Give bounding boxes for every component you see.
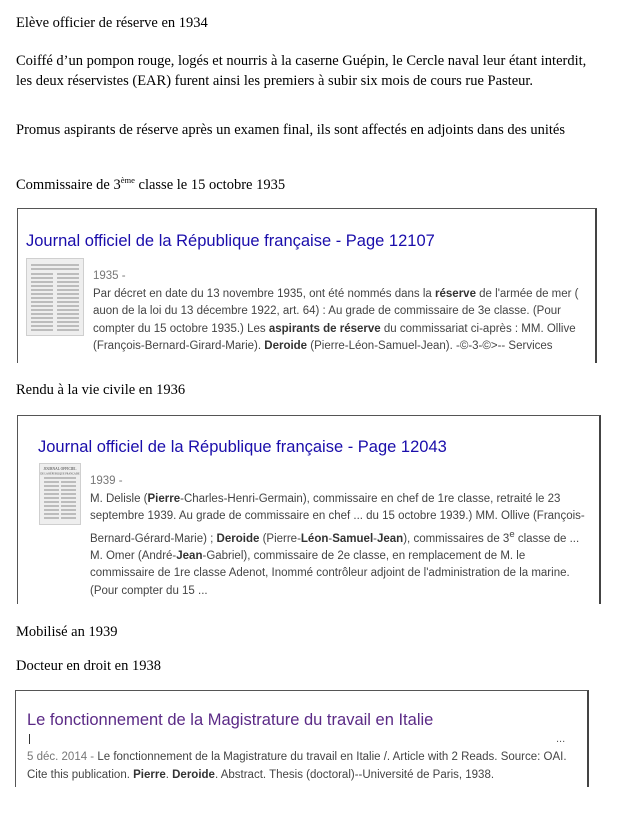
newspaper-page-icon [27, 259, 83, 335]
document-thumbnail[interactable] [39, 463, 81, 525]
newspaper-page-icon [40, 464, 80, 524]
paragraph-aspirants: Promus aspirants de réserve après un examen final, ils sont affectés en adjoints dans des unités [16, 122, 565, 138]
result-snippet-text: M. Delisle (Pierre-Charles-Henri-Germain), commissaire en chef de 1re classe, retraité le 23 septembre 1939. Au grade de commissaire en chef ... du 15 octobre 1939.) MM. Ollive (François-Bernard-Gérard-Marie) ; Deroide (Pierre-Léon-Samuel-Jean), commissaires de 3e classe de ... M. Omer (André-Jean-Gabriel), commissaire de 2e classe, en remplacement de M. le commissaire de 1re classe Adenot, Inommé contrôleur adjoint de l'administration de la marine. (Pour compter du 15 ... [90, 492, 585, 597]
result-title-link[interactable]: Le fonctionnement de la Magistrature du travail en Italie [27, 711, 434, 729]
result-title-link[interactable]: Journal officiel de la République française - Page 12107 [26, 232, 435, 250]
date-separator: - [87, 751, 98, 763]
text-cursor [29, 734, 30, 744]
search-result-card-thesis [15, 690, 589, 787]
heading-eleve-officier: Elève officier de réserve en 1934 [16, 15, 208, 31]
heading-commissaire-1935 [16, 175, 285, 195]
search-result-card-1935 [17, 208, 597, 363]
result-title-link[interactable]: Journal officiel de la République française - Page 12043 [38, 438, 447, 456]
result-snippet-text: Le fonctionnement de la Magistrature du travail en Italie /. Article with 2 Reads. Source: OAI. Cite this publication. Pierre. Deroide. Abstract. Thesis (doctoral)--Université de Paris, 1938. [27, 751, 567, 781]
result-year: 1935 - [93, 270, 126, 282]
thumbnail-masthead: JOURNAL OFFICIEL [43, 467, 77, 471]
ordinal-superscript: ème [120, 175, 135, 185]
heading-docteur-droit: Docteur en droit en 1938 [16, 658, 161, 674]
paragraph-caserne-guepin: Coiffé d’un pompon rouge, logés et nourris à la caserne Guépin, le Cercle naval leur étant interdit, les deux réservistes (EAR) furent ainsi les premiers à subir six mois de cours rue Pasteur. [16, 53, 587, 89]
result-year: 1939 - [90, 475, 123, 487]
result-snippet [90, 473, 592, 600]
heading-rendu-vie-civile: Rendu à la vie civile en 1936 [16, 382, 186, 398]
result-snippet [27, 749, 577, 784]
commissaire-date-text: classe le 15 octobre 1935 [134, 177, 286, 193]
thumbnail-subtitle: DE LA RÉPUBLIQUE FRANÇAISE [40, 472, 80, 476]
search-result-card-1939 [17, 415, 601, 604]
heading-mobilise: Mobilisé an 1939 [16, 624, 118, 640]
result-snippet-text: Par décret en date du 13 novembre 1935, ont été nommés dans la réserve de l'armée de mer ( auon de la loi du 13 décembre 1922, art. 64) : Au grade de commissaire de 3e classe. (Pour compter du 15 octobre 1935.) Les aspirants de réserve du commissariat ci-après : MM. Ollive (François-Bernard-Girard-Marie). Deroide (Pierre-Léon-Samuel-Jean). -©-3-©>-- Services [93, 287, 579, 352]
document-thumbnail[interactable] [26, 258, 84, 336]
commissaire-text: Commissaire de 3 [16, 177, 121, 193]
result-snippet [93, 268, 585, 356]
result-date: 5 déc. 2014 [27, 751, 88, 763]
more-options-icon[interactable]: ... [556, 733, 566, 745]
